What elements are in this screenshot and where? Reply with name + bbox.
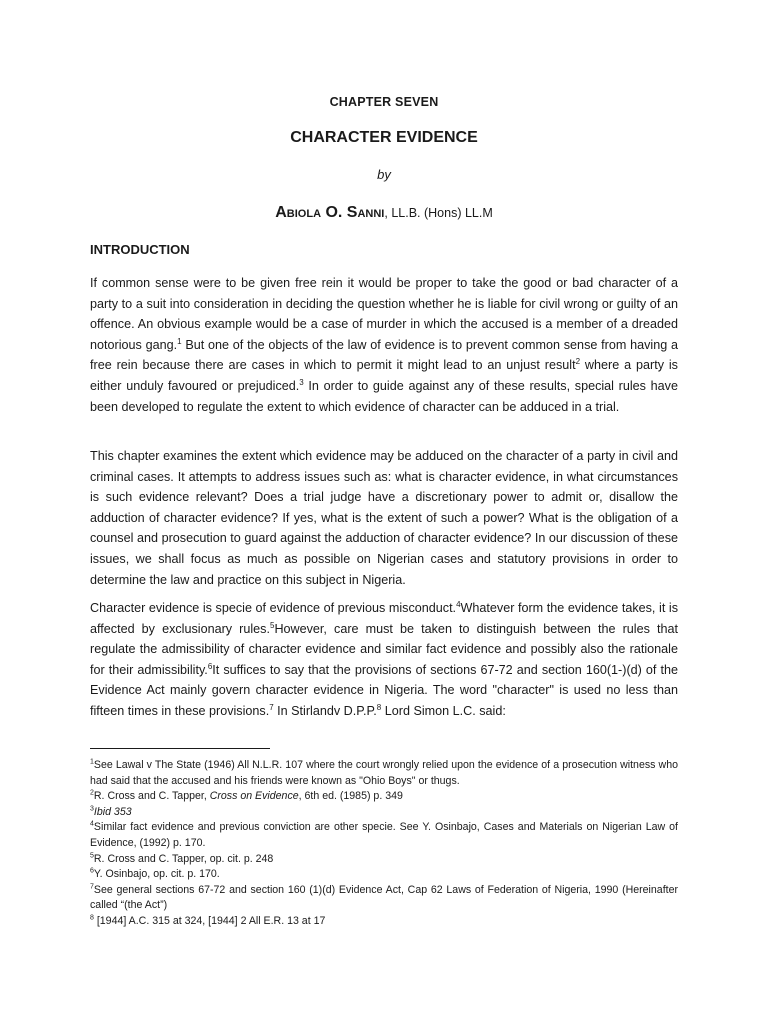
footnote-number: 3 [90, 805, 94, 813]
footnote-number: 6 [90, 867, 94, 875]
footnote-number: 8 [90, 914, 94, 922]
text-run: However, care must be taken to distinguish between the rules that regulate the admissibility of character evidence and similar fact evidence and possibly also the rationale for their admissibility. [90, 621, 678, 677]
paragraph-1 [90, 273, 678, 417]
text-run: It suffices to say that the provisions of sections 67-72 and section 160(1-)(d) of the Evidence Act mainly govern character evidence in Nigeria. The word "character" is used no less than fifteen times in these provisions. [90, 662, 679, 718]
footnote-1 [90, 758, 678, 789]
footnote-8 [90, 914, 678, 930]
footnote-text: R. Cross and C. Tapper, [93, 790, 210, 803]
author-credentials: , LL.B. (Hons) LL.M [384, 206, 493, 220]
footnote-number: 1 [90, 758, 94, 766]
footnote-text: R. Cross and C. Tapper, op. cit. p. 248 [93, 852, 274, 865]
text-run: But one of the objects of the law of evidence is to prevent common sense from having a free rein because there are cases in which to permit it might lead to an unjust result [90, 337, 678, 373]
footnote-text: See general sections 67-72 and section 160 (1)(d) Evidence Act, Cap 62 Laws of Federation of Nigeria, 1990 (Hereinafter called “(the Act”) [90, 883, 678, 912]
footnotes [90, 758, 678, 930]
byline: by [377, 167, 391, 182]
text-run: Lord Simon L.C. said: [381, 703, 506, 718]
footnote-text: [1944] A.C. 315 at 324, [1944] 2 All E.R. 13 at 17 [93, 914, 326, 927]
footnote-book-title: Cross on Evidence [209, 790, 299, 803]
footnote-separator [90, 748, 270, 749]
footnote-ref[interactable]: 2 [575, 357, 581, 367]
footnote-4 [90, 820, 678, 851]
text-run: In order to guide against any of these results, special rules have been developed to regulate the extent to which evidence of character can be adduced in a trial. [90, 378, 678, 414]
paragraph-2: This chapter examines the extent which evidence may be adduced on the character of a party in civil and criminal cases. It attempts to address issues such as: what is character evidence, in what circumstances is such evidence relevant? Does a trial judge have a discretionary power to admit or, disallow the adduction of character evidence? If yes, what is the extent of such a power? What is the obligation of a counsel and prosecution to guard against the adduction of character evidence? In our discussion of these issues, we shall focus as much as possible on Nigerian cases and statutory provisions in order to determine the law and practice on this subject in Nigeria. [90, 449, 678, 587]
footnote-5 [90, 852, 678, 868]
footnote-6 [90, 867, 678, 883]
footnote-text: Similar fact evidence and previous conviction are other specie. See Y. Osinbajo, Cases and Materials on Nigerian Law of Evidence, (1992) p. 170. [90, 821, 678, 849]
footnote-number: 4 [90, 820, 94, 828]
footnote-text: , 6th ed. (1985) p. 349 [298, 790, 403, 803]
footnote-number: 2 [90, 789, 94, 797]
footnote-ref[interactable]: 7 [269, 702, 274, 712]
author-name: Abiola O. Sanni [275, 204, 385, 221]
section-heading: INTRODUCTION [90, 242, 190, 257]
text-run: where a party is either unduly favoured or prejudiced. [90, 358, 678, 393]
footnote-2 [90, 789, 678, 805]
footnote-ref[interactable]: 4 [456, 599, 461, 609]
chapter-label: CHAPTER SEVEN [329, 95, 439, 109]
footnote-number: 7 [90, 883, 94, 891]
footnote-text: Y. Osinbajo, op. cit. p. 170. [93, 868, 220, 881]
footnote-text: See Lawal v The State (1946) All N.L.R. 107 where the court wrongly relied upon the evidence of a prosecution witness who had said that the accused and his friends were known as "Ohio Boys" or thugs. [90, 759, 678, 787]
footnote-text: Ibid 353 [93, 805, 132, 818]
text-run: In Stirlandv D.P.P. [273, 703, 377, 718]
footnote-ref[interactable]: 1 [177, 336, 182, 346]
chapter-title: CHARACTER EVIDENCE [290, 129, 478, 146]
footnote-3 [90, 805, 678, 821]
footnote-number: 5 [90, 852, 94, 860]
paragraph-3 [90, 598, 678, 722]
footnote-ref[interactable]: 3 [299, 377, 304, 387]
author-line [0, 204, 768, 222]
footnote-ref[interactable]: 5 [269, 620, 275, 630]
text-run: If common sense were to be given free rein it would be proper to take the good or bad character of a party to a suit into consideration in deciding the question whether he is liable for civil wrong or guilty of an offence. An obvious example would be a case of murder in which the accused is a member of a dreaded notorious gang. [90, 276, 678, 352]
text-run: Whatever form the evidence takes, it is affected by exclusionary rules. [90, 601, 678, 636]
text-run: Character evidence is specie of evidence of previous misconduct. [90, 601, 457, 615]
footnote-7 [90, 883, 678, 914]
footnote-ref[interactable]: 6 [207, 661, 213, 671]
footnote-ref[interactable]: 8 [376, 702, 382, 712]
